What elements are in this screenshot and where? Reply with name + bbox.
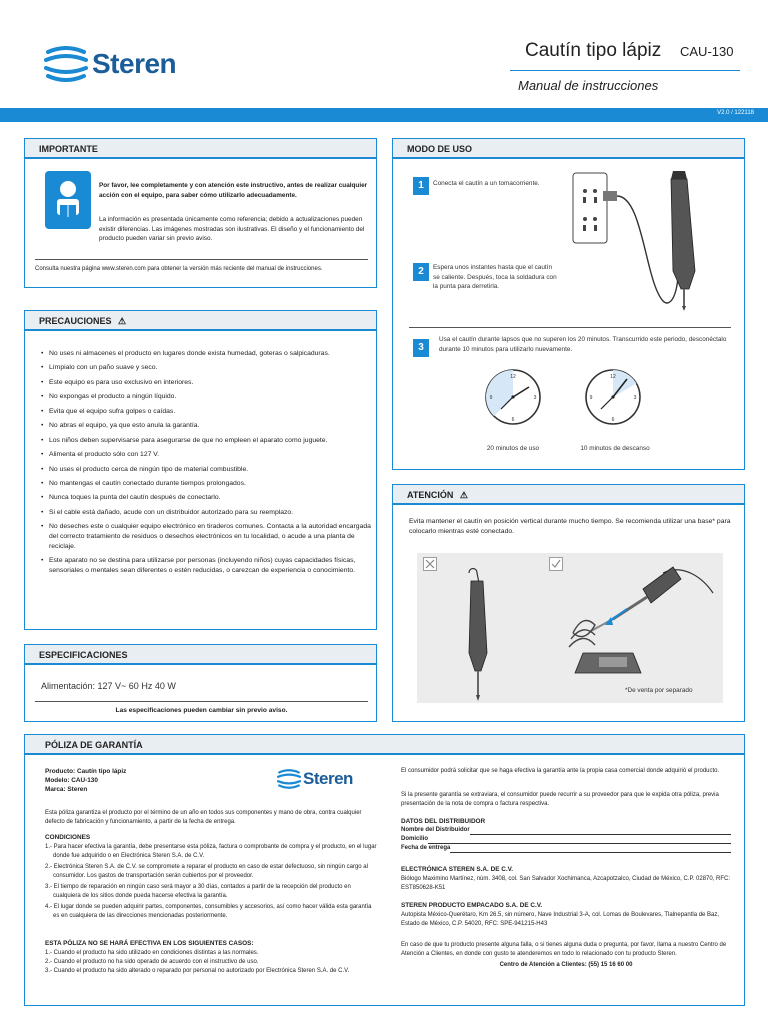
precaucion-item: • No uses ni almacenes el producto en lugares donde exista humedad, goteras o salpicaduras. bbox=[41, 349, 371, 359]
importante-section bbox=[24, 138, 377, 288]
domicilio-line bbox=[428, 836, 731, 844]
clock-2-number-6: 6 bbox=[611, 417, 615, 423]
wrong-mark-icon bbox=[423, 557, 437, 571]
steren-logo bbox=[44, 46, 176, 82]
step-2-text: Espera unos instantes hasta que el cautín se caliente. Después, toca la soldadura con la punta para derretirla. bbox=[433, 264, 557, 291]
precauciones-section bbox=[24, 310, 377, 630]
precaucion-item: • Alimenta el producto sólo con 127 V. bbox=[41, 450, 371, 460]
no-efectiva-item: 2.- Cuando el producto no ha sido operado de acuerdo con el instructivo de uso. bbox=[45, 959, 259, 965]
poliza-right-p1: El consumidor podrá solicitar que se haga efectiva la garantía ante la propia casa comercial donde adquirió el producto. bbox=[401, 768, 720, 774]
poliza-steren-logo bbox=[277, 769, 353, 789]
steren-logo-icon bbox=[277, 769, 301, 789]
contact-phone: Centro de Atención a Clientes: (55) 15 16 60 00 bbox=[499, 962, 633, 968]
clock-1-label: 20 minutos de uso bbox=[486, 445, 540, 452]
wrong-usage-panel bbox=[417, 553, 543, 703]
modo-uso-title: MODO DE USO bbox=[393, 139, 744, 159]
alimentacion-text: Alimentación: 127 V~ 60 Hz 40 W bbox=[41, 681, 176, 691]
atencion-title-text: ATENCIÓN bbox=[407, 490, 454, 500]
poliza-right-p2: Si la presente garantía se extraviara, el consumidor puede recurrir a su proveedor para que le expida otra póliza, previa presentación de la nota de compra o factura respectiva. bbox=[401, 792, 719, 807]
precaucion-item: • No abras el equipo, ya que esto anula la garantía. bbox=[41, 421, 371, 431]
manual-subtitle: Manual de instrucciones bbox=[518, 78, 659, 93]
steren-cv-title: ELECTRÓNICA STEREN S.A. DE C.V. bbox=[401, 866, 514, 873]
precaucion-item: • Nunca toques la punta del cautín después de conectarlo. bbox=[41, 493, 371, 503]
especificaciones-section bbox=[24, 644, 377, 722]
clock-2-number-12: 12 bbox=[610, 374, 616, 380]
precaucion-item: • Si el cable está dañado, acude con un distribuidor autorizado para su reemplazo. bbox=[41, 508, 371, 518]
vertical-iron-illustration bbox=[417, 553, 543, 703]
clock-2-number-3: 3 bbox=[633, 395, 637, 401]
precaucion-item: • No mantengas el cautín conectado durante tiempos prolongados. bbox=[41, 479, 371, 489]
warning-icon: ⚠ bbox=[118, 316, 127, 326]
condiciones-title: CONDICIONES bbox=[45, 834, 91, 841]
steren-cv-address: Biólogo Maximino Martínez, núm. 3408, col. San Salvador Xochimanca, Azcapotzalco, Ciudad de México, C.P. 02870, RFC: EST850628-K51 bbox=[401, 876, 731, 891]
clock-1-number-6: 6 bbox=[511, 417, 515, 423]
contact-text: En caso de que tu producto presente alguna falla, o si tienes alguna duda o pregunta, por favor, llama a nuestro Centro de Atención a Clientes, en donde con gusto te atenderemos en todo lo relacionado con tu producto Steren. bbox=[401, 942, 727, 957]
steren-logo-icon bbox=[44, 46, 88, 82]
precaucion-item: • No uses el producto cerca de ningún tipo de material combustible. bbox=[41, 465, 371, 475]
steren-prod-address: Autopista México-Querétaro, Km 26.5, sin número, Nave Industrial 3-A, col. Lomas de Boulevares, Tlalnepantla de Baz, Estado de México, C.P. 54020, RFC: SPE-941215-H43 bbox=[401, 912, 720, 927]
condicion-item: 2.- Electrónica Steren S.A. de C.V. se compromete a reparar el producto en caso de estar defectuoso, sin ningún cargo al consumidor. Los gastos de transportación serán cubiertos por el proveedor. bbox=[45, 864, 368, 879]
importante-title: IMPORTANTE bbox=[25, 139, 376, 159]
condicion-item: 3.- El tiempo de reparación en ningún caso será mayor a 30 días, contados a partir de la recepción del producto en cualquiera de los sitios donde pueda hacerse efectiva la garantía. bbox=[45, 884, 351, 899]
poliza-intro: Esta póliza garantiza el producto por el término de un año en todos sus componentes y mano de obra, contra cualquier defecto de fabricación y funcionamiento, a partir de la fecha de entrega. bbox=[45, 810, 362, 825]
clock-1-number-12: 12 bbox=[510, 374, 516, 380]
step-3-text: Usa el cautín durante lapsos que no superen los 20 minutos. Transcurrido este periodo, desconéctalo durante 10 minutos para utilizarlo nuevamente. bbox=[439, 336, 727, 353]
atencion-text: Evita mantener el cautín en posición vertical durante mucho tiempo. Se recomienda utilizar una base* para colocarlo mientras esté conectado. bbox=[409, 518, 731, 536]
brand-name: Steren bbox=[303, 769, 353, 788]
precaucion-item: • No expongas el producto a ningún líquido. bbox=[41, 392, 371, 402]
product-title bbox=[525, 40, 661, 62]
especificaciones-title: ESPECIFICACIONES bbox=[25, 645, 376, 665]
precauciones-title bbox=[25, 311, 376, 331]
precauciones-title-text: PRECAUCIONES bbox=[39, 316, 112, 326]
nombre-distribuidor-label: Nombre del Distribuidor bbox=[401, 827, 470, 833]
reader-icon bbox=[45, 171, 91, 229]
steren-prod-title: STEREN PRODUCTO EMPACADO S.A. DE C.V. bbox=[401, 902, 543, 909]
specs-divider bbox=[35, 701, 368, 702]
importante-divider bbox=[35, 259, 368, 260]
iron-on-stand-illustration bbox=[543, 553, 723, 703]
outlet-iron-illustration bbox=[563, 161, 743, 311]
poliza-section bbox=[24, 734, 745, 1006]
version-label: V2.0 / 122118 bbox=[717, 110, 754, 116]
correct-mark-icon bbox=[549, 557, 563, 571]
header-divider bbox=[510, 70, 740, 71]
clock-20-min bbox=[483, 367, 543, 427]
distribuidor-fields bbox=[401, 827, 731, 853]
precaucion-item: • Los niños deben supervisarse para asegurarse de que no empleen el aparato como juguete. bbox=[41, 436, 371, 446]
step-1-text: Conecta el cautín a un tomacorriente. bbox=[433, 180, 540, 187]
nombre-distribuidor-line bbox=[470, 827, 731, 835]
model-number: CAU-130 bbox=[680, 44, 734, 59]
condiciones-list bbox=[45, 843, 379, 923]
no-efectiva-item: 3.- Cuando el producto ha sido alterado o reparado por personal no autorizado por Electrónica Steren S.A. de C.V. bbox=[45, 968, 350, 974]
precauciones-list bbox=[41, 349, 371, 581]
domicilio-label: Domicilio bbox=[401, 836, 429, 842]
clock-2-number-9: 9 bbox=[589, 395, 593, 401]
no-efectiva-item: 1.- Cuando el producto ha sido utilizado en condiciones distintas a las normales. bbox=[45, 950, 259, 956]
clock-1-number-9: 9 bbox=[489, 395, 493, 401]
importante-bold-text: Por favor, lee completamente y con atención este instructivo, antes de realizar cualquier acción con el equipo, para saber cómo utilizarlo adecuadamente. bbox=[99, 182, 368, 199]
domicilio-field bbox=[401, 836, 731, 844]
precaucion-item: • Este aparato no se destina para utilizarse por personas (incluyendo niños) cuyas capacidades físicas, sensoriales o mentales sean diferentes o estén reducidas, o carezcan de experiencia o conocimiento. bbox=[41, 556, 371, 576]
precaucion-item: • No deseches este o cualquier equipo electrónico en tiraderos comunes. Contacta a la autoridad encargada del correcto tratamiento de residuos o desechos electrónicos en tu localidad, o acude a una planta de reciclaje. bbox=[41, 522, 371, 552]
fecha-entrega-field bbox=[401, 845, 731, 853]
atencion-footnote: *De venta por separado bbox=[625, 687, 693, 694]
condicion-item: 1.- Para hacer efectiva la garantía, debe presentarse esta póliza, factura o comprobante de compra y el producto, en el lugar donde fue adquirido o en Electrónica Steren S.A. de C.V. bbox=[45, 844, 377, 859]
step-1-number: 1 bbox=[413, 177, 429, 195]
specs-note: Las especificaciones pueden cambiar sin previo aviso. bbox=[115, 707, 288, 714]
atencion-section bbox=[392, 484, 745, 722]
product-title-text: Cautín tipo lápiz bbox=[525, 40, 662, 61]
no-efectiva-title: ESTA PÓLIZA NO SE HARÁ EFECTIVA EN LOS SIGUIENTES CASOS: bbox=[45, 940, 254, 947]
brand-name: Steren bbox=[92, 48, 177, 79]
step-2-number: 2 bbox=[413, 263, 429, 281]
datos-distribuidor-title: DATOS DEL DISTRIBUIDOR bbox=[401, 818, 486, 825]
person-reading-icon bbox=[45, 171, 91, 229]
clock-10-min bbox=[583, 367, 643, 427]
precaucion-item: • Límpialo con un paño suave y seco. bbox=[41, 363, 371, 373]
importante-info-text: La información es presentada únicamente como referencia; debido a actualizaciones pueden existir diferencias. Las imágenes mostradas son ilustrativas. El diseño y el funcionamiento del producto pueden variar sin previo aviso. bbox=[99, 216, 365, 243]
atencion-title bbox=[393, 485, 744, 505]
fecha-entrega-line bbox=[450, 845, 731, 853]
poliza-producto: Producto: Cautín tipo lápiz bbox=[45, 768, 127, 775]
fecha-entrega-label: Fecha de entrega bbox=[401, 845, 451, 851]
poliza-marca: Marca: Steren bbox=[45, 786, 88, 793]
correct-usage-panel bbox=[543, 553, 723, 703]
clock-1-number-3: 3 bbox=[533, 395, 537, 401]
clock-2-label: 10 minutos de descanso bbox=[580, 445, 650, 452]
step-3-number: 3 bbox=[413, 339, 429, 357]
header-bar bbox=[0, 108, 768, 122]
precaucion-item: • Evita que el equipo sufra golpes o caídas. bbox=[41, 407, 371, 417]
precaucion-item: • Este equipo es para uso exclusivo en interiores. bbox=[41, 378, 371, 388]
condicion-item: 4.- El lugar donde se pueden adquirir partes, componentes, consumibles y accesorios, así como hacer válida esta garantía es en cualquiera de las direcciones mencionadas posteriormente. bbox=[45, 904, 372, 919]
warning-icon: ⚠ bbox=[459, 490, 468, 500]
modo-uso-section bbox=[392, 138, 745, 470]
step-divider bbox=[409, 327, 731, 328]
importante-consult-text: Consulta nuestra página www.steren.com para obtener la versión más reciente del manual de instrucciones. bbox=[35, 266, 323, 272]
no-efectiva-list bbox=[45, 949, 385, 976]
poliza-title: PÓLIZA DE GARANTÍA bbox=[25, 735, 744, 755]
poliza-modelo: Modelo: CAU-130 bbox=[45, 777, 98, 784]
nombre-distribuidor-field bbox=[401, 827, 731, 835]
